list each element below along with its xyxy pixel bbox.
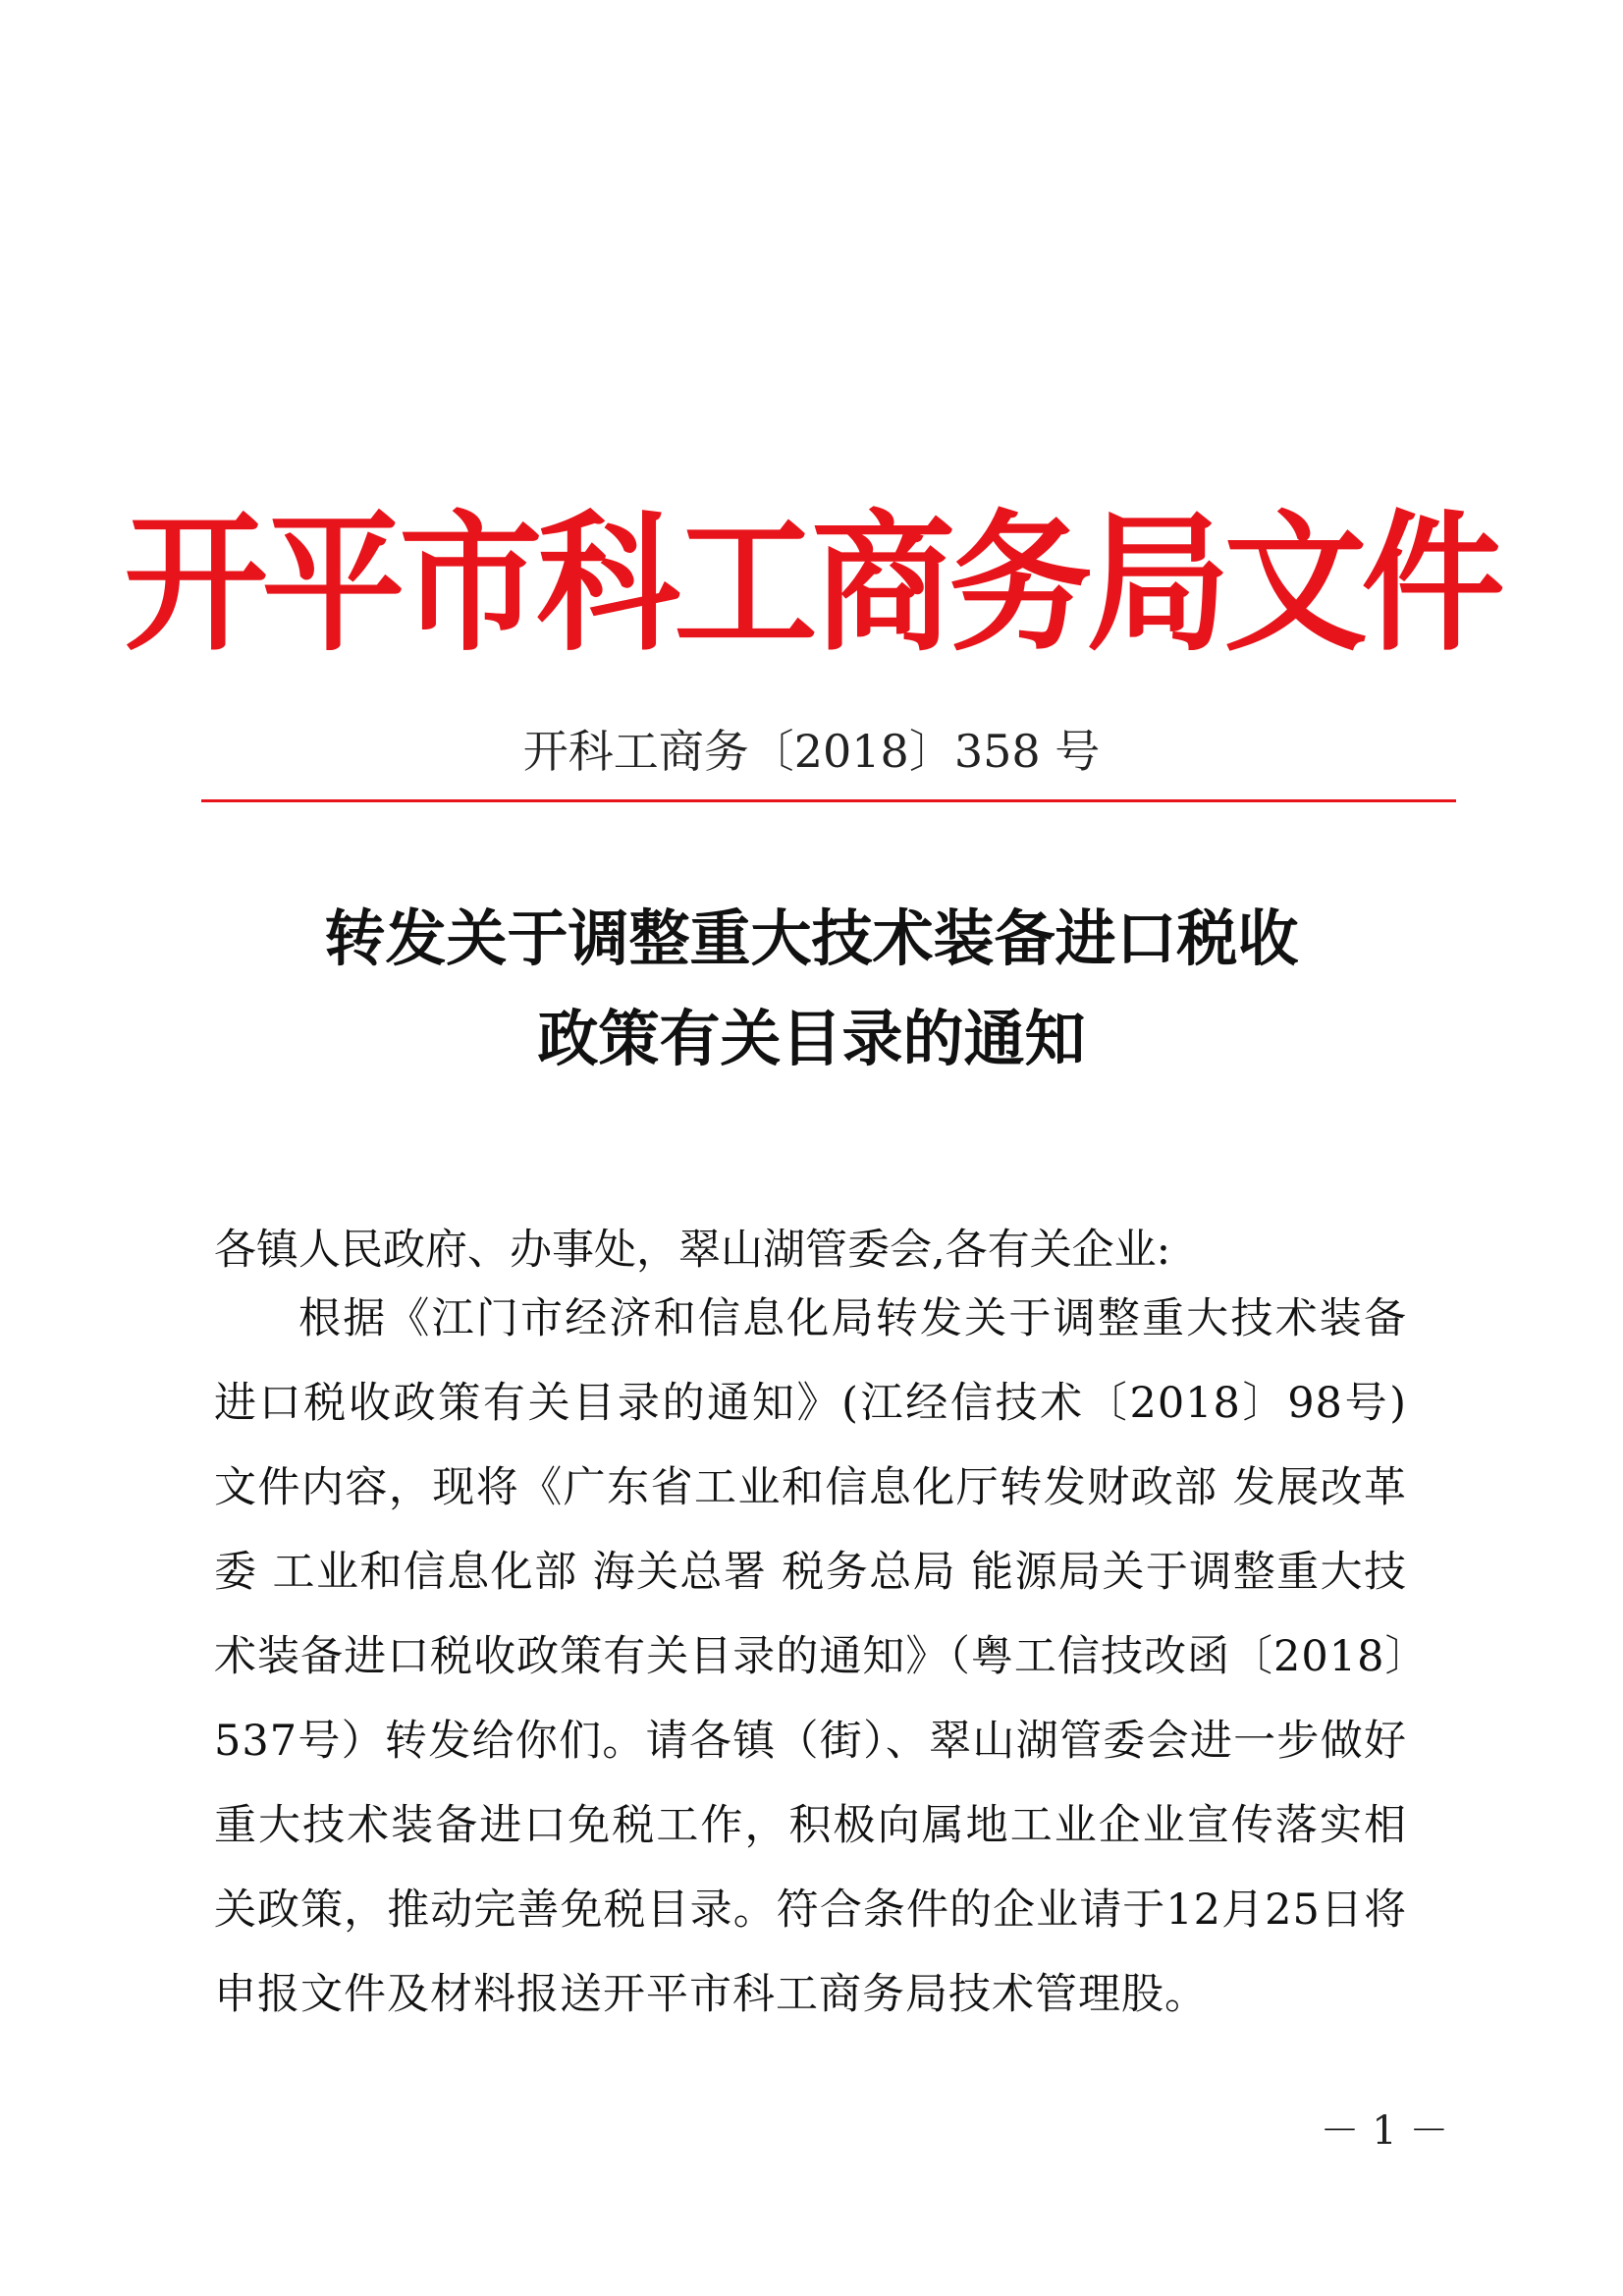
subject-title <box>0 889 1623 1089</box>
salutation: 各镇人民政府、办事处，翠山湖管委会,各有关企业: <box>214 1226 1171 1275</box>
subject-title-line-1: 转发关于调整重大技术装备进口税收 <box>324 902 1299 974</box>
subject-title-line-2: 政策有关目录的通知 <box>537 1003 1086 1074</box>
document-number: 开科工商务〔2018〕358 号 <box>522 725 1101 778</box>
page-number: － 1 － <box>1320 2108 1449 2154</box>
document-header-title: 开平市科工商务局文件 <box>124 495 1499 673</box>
red-divider-line <box>201 799 1456 802</box>
body-paragraph: 根据《江门市经济和信息化局转发关于调整重大技术装备进口税收政策有关目录的通知》(江经信技术〔2018〕98号)文件内容，现将《广东省工业和信息化厅转发财政部 发展改革委 工业和信息化部 海关总署 税务总局 能源局关于调整重大技术装备进口税收政策有关目录的通知》（粤工信技改函〔2018〕537号）转发给你们。请各镇（街）、翠山湖管委会进一步做好重大技术装备进口免税工作，积极向属地工业企业宣传落实相关政策，推动完善免税目录。符合条件的企业请于12月25日将申报文件及材料报送开平市科工商务局技术管理股。 <box>214 1294 1407 2019</box>
